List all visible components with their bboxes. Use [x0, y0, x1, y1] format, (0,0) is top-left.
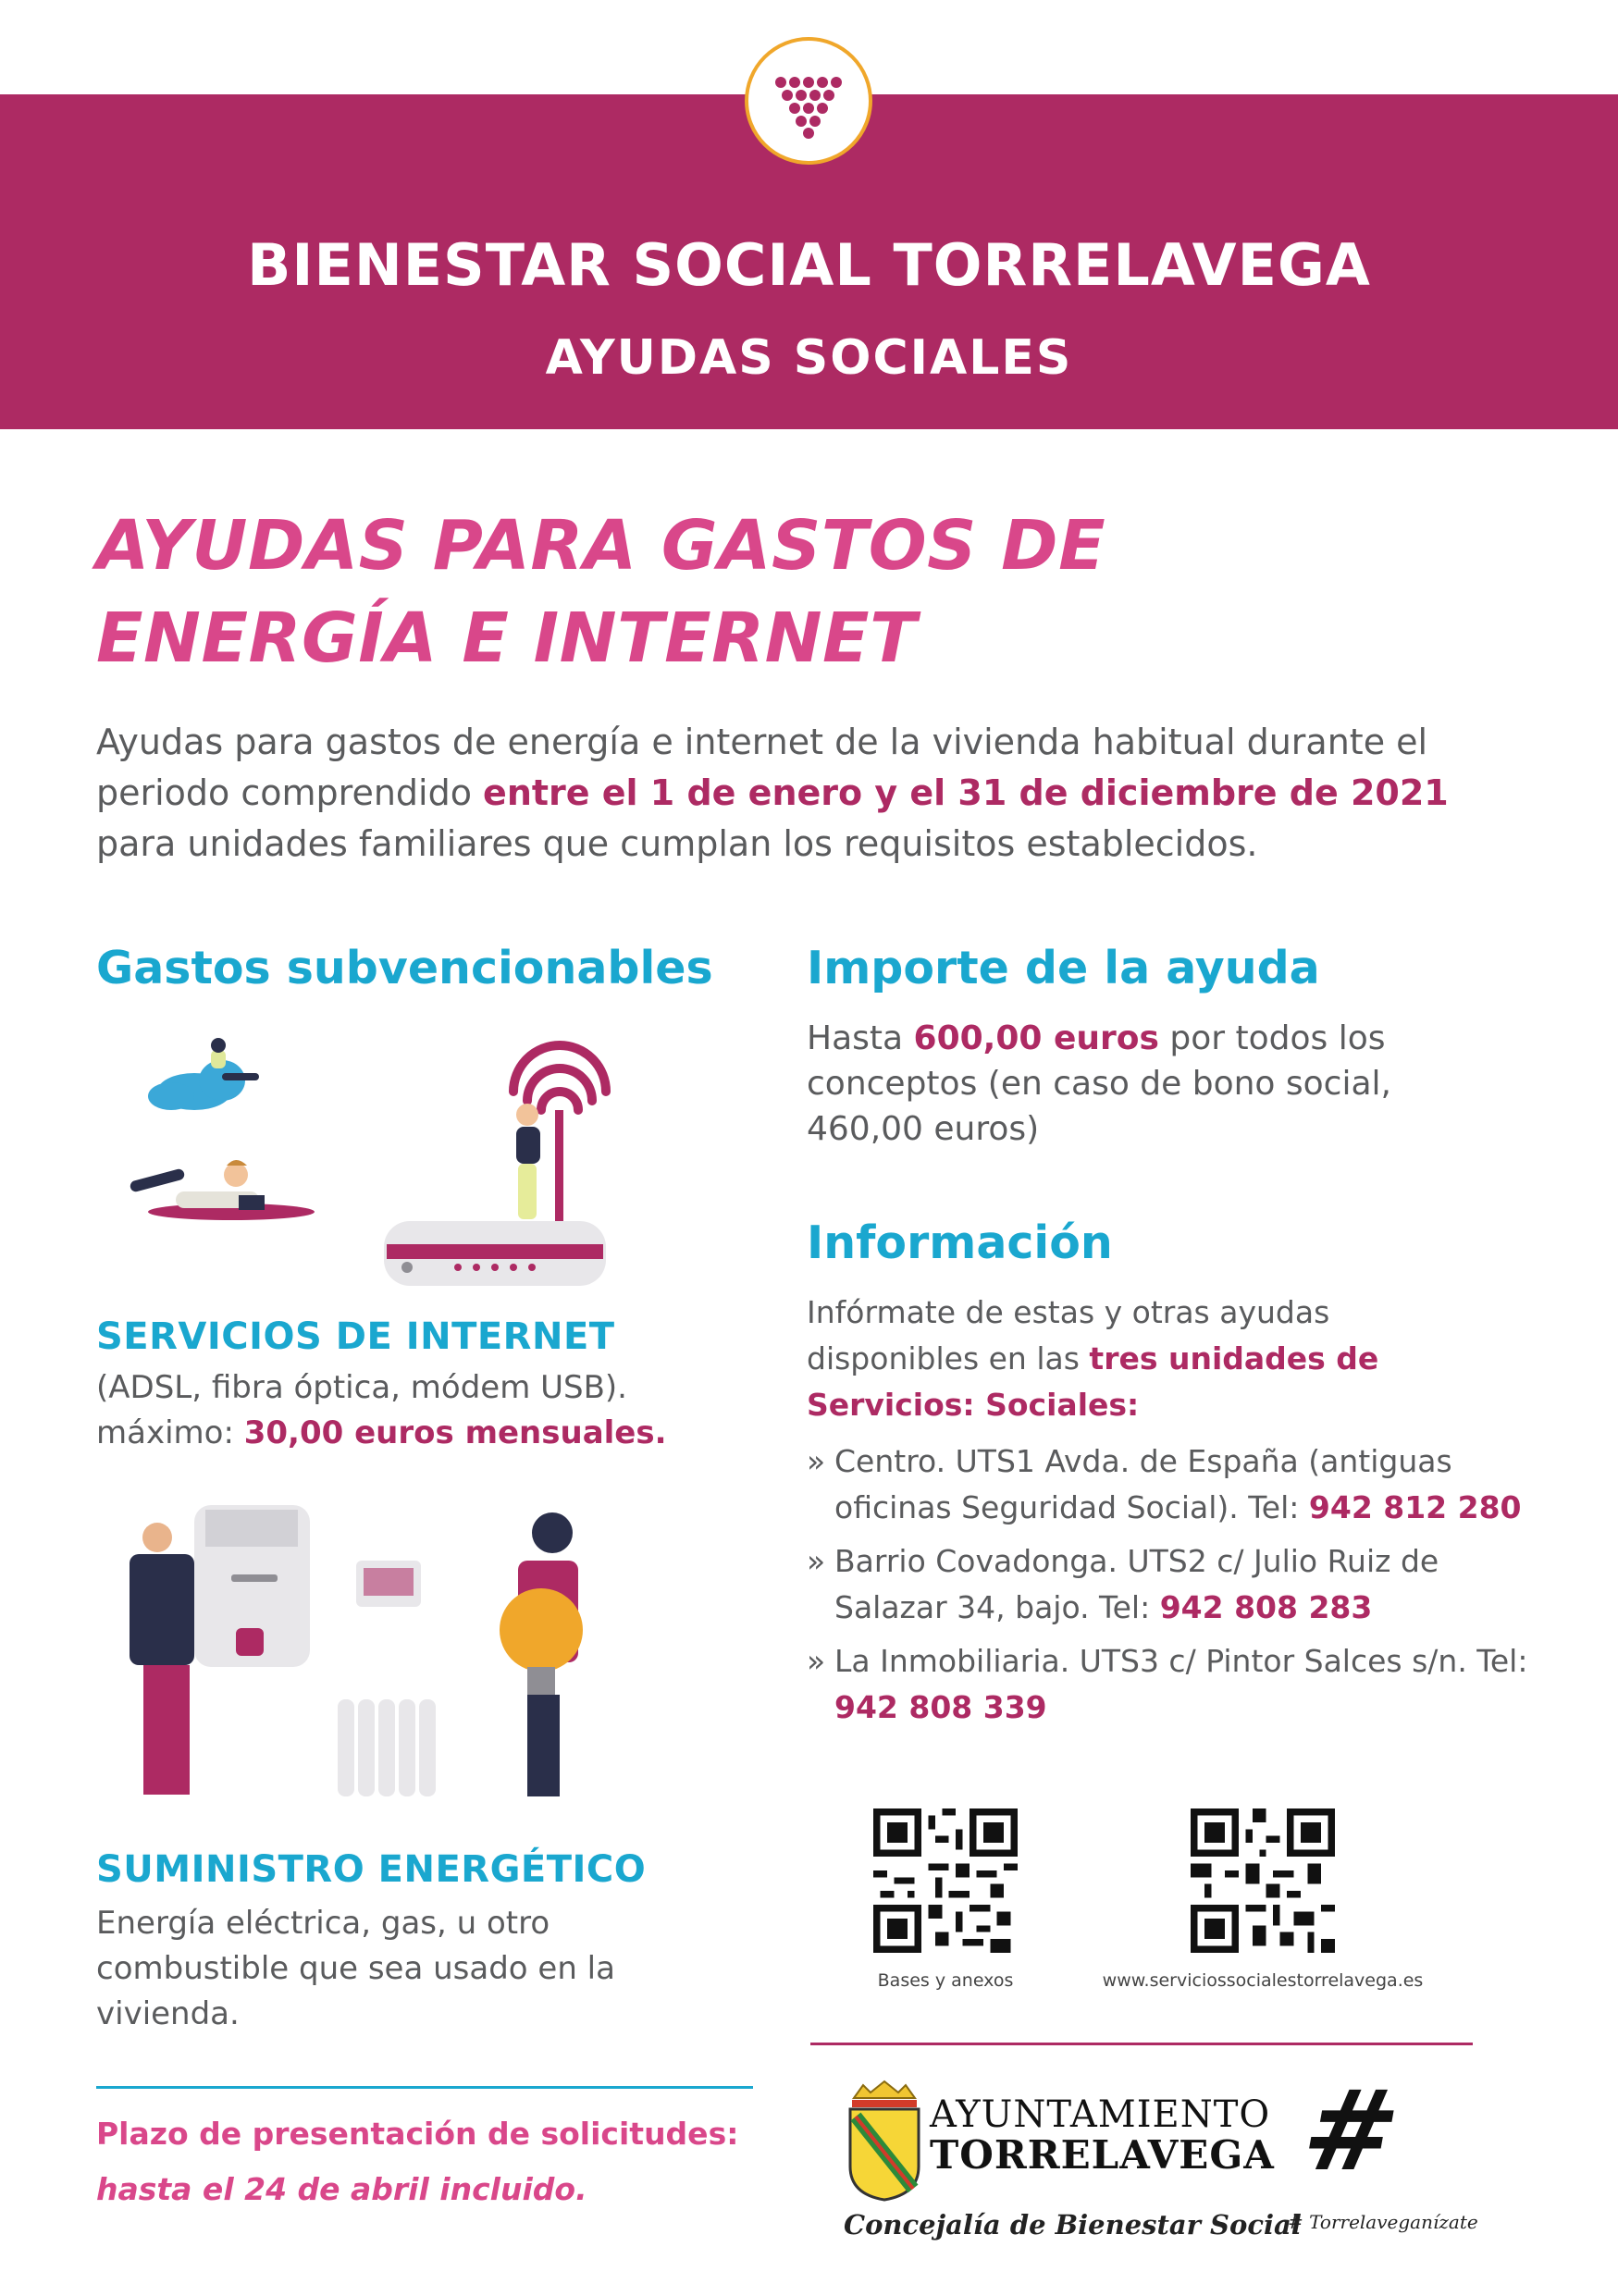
header-subtitle: AYUDAS SOCIALES	[545, 330, 1073, 386]
energia-title: SUMINISTRO ENERGÉTICO	[96, 1848, 647, 1891]
internet-title: SERVICIOS DE INTERNET	[96, 1315, 615, 1358]
qr-code-web-icon[interactable]	[1191, 1808, 1335, 1953]
router-icon	[384, 1110, 606, 1286]
uts-phone[interactable]: 942 808 339	[834, 1689, 1047, 1725]
internet-max	[96, 1411, 667, 1456]
qr-caption-web[interactable]: www.serviciossocialestorrelavega.es	[1102, 1970, 1424, 1991]
uts-item-1	[807, 1438, 1528, 1531]
heater-icon	[356, 1561, 421, 1607]
footer-divider	[810, 2043, 1473, 2045]
qr-caption-bases: Bases y anexos	[877, 1970, 1014, 1991]
lightbulb-icon	[500, 1588, 583, 1695]
uts-item-3	[807, 1638, 1528, 1731]
headline-line-2: ENERGÍA E INTERNET	[96, 599, 918, 678]
informacion-line-3: Servicios: Sociales:	[807, 1387, 1140, 1423]
importe-prefix: Hasta	[807, 1019, 914, 1057]
informacion-title: Información	[807, 1216, 1113, 1269]
wifi-icon	[513, 1045, 606, 1110]
internet-max-label: máximo:	[96, 1414, 244, 1451]
deadline-divider	[96, 2086, 753, 2089]
deadline-line-1: Plazo de presentación de solicitudes:	[96, 2116, 739, 2152]
uts-list	[807, 1438, 1528, 1738]
importe-description	[807, 1016, 1391, 1152]
informacion-description	[807, 1290, 1378, 1428]
importe-title: Importe de la ayuda	[807, 942, 1320, 994]
page-headline	[96, 500, 1105, 685]
headline-line-1: AYUDAS PARA GASTOS DE	[96, 506, 1106, 586]
internet-illustration	[93, 1036, 629, 1295]
energia-line-2: combustible que sea usado en la	[96, 1950, 615, 1987]
informacion-line-2-prefix: disponibles en las	[807, 1340, 1090, 1376]
energia-description	[96, 1901, 615, 2037]
intro-text-before: Ayudas para gastos de energía e internet de la vivienda habitual durante el periodo comprendido	[96, 722, 1428, 813]
energia-line-3: vivienda.	[96, 1995, 240, 2032]
importe-line-3: 460,00 euros)	[807, 1110, 1040, 1148]
hashtag-icon: #	[1292, 2068, 1409, 2196]
energia-line-1: Energía eléctrica, gas, u otro	[96, 1905, 550, 1942]
logo-badge	[745, 37, 872, 165]
cloud-icon	[148, 1060, 245, 1110]
uts-phone[interactable]: 942 808 283	[1159, 1589, 1373, 1625]
intro-text-after: para unidades familiares que cumplan los requisitos establecidos.	[96, 823, 1258, 864]
internet-max-value: 30,00 euros mensuales.	[243, 1414, 667, 1451]
informacion-line-2-highlight: tres unidades de	[1089, 1340, 1379, 1376]
hashtag-label: # Torrelaveganízate	[1288, 2211, 1478, 2233]
importe-line-2: conceptos (en caso de bono social,	[807, 1065, 1391, 1103]
deadline-line-2: hasta el 24 de abril incluido.	[96, 2171, 587, 2207]
importe-line-1	[807, 1016, 1391, 1061]
internet-line-1: (ADSL, fibra óptica, módem USB).	[96, 1369, 627, 1406]
boiler-icon	[194, 1505, 310, 1667]
radiator-icon	[338, 1699, 436, 1796]
energy-illustration	[102, 1491, 620, 1806]
informacion-line-2	[807, 1336, 1378, 1382]
grape-logo-icon	[748, 41, 869, 161]
bullet-icon: »	[807, 1643, 826, 1679]
informacion-line-1: Infórmate de estas y otras ayudas	[807, 1294, 1330, 1330]
intro-paragraph	[96, 717, 1539, 870]
importe-rest: por todos los	[1158, 1019, 1386, 1057]
coat-of-arms-icon	[846, 2080, 922, 2202]
concejalia-label: Concejalía de Bienestar Social	[844, 2209, 1302, 2240]
bullet-icon: »	[807, 1543, 826, 1579]
bullet-icon: »	[807, 1443, 826, 1479]
intro-date-range: entre el 1 de enero y el 31 de diciembre de 2021	[483, 772, 1449, 813]
header-title: BIENESTAR SOCIAL TORRELAVEGA	[247, 231, 1371, 299]
uts-item-text: Centro. UTS1 Avda. de España (antiguas oficinas Seguridad Social). Tel:	[834, 1443, 1452, 1525]
internet-description	[96, 1365, 667, 1456]
ayuntamiento-line-1: AYUNTAMIENTO	[930, 2093, 1271, 2136]
uts-item-2	[807, 1538, 1528, 1631]
uts-phone[interactable]: 942 812 280	[1308, 1489, 1522, 1525]
uts-item-text: Barrio Covadonga. UTS2 c/ Julio Ruiz de Salazar 34, bajo. Tel:	[834, 1543, 1439, 1625]
gastos-title: Gastos subvencionables	[96, 942, 713, 994]
uts-item-text: La Inmobiliaria. UTS3 c/ Pintor Salces s/n. Tel:	[834, 1643, 1528, 1679]
ayuntamiento-line-2: TORRELAVEGA	[930, 2132, 1275, 2178]
qr-code-bases-icon[interactable]	[873, 1808, 1018, 1953]
importe-amount: 600,00 euros	[913, 1019, 1159, 1057]
